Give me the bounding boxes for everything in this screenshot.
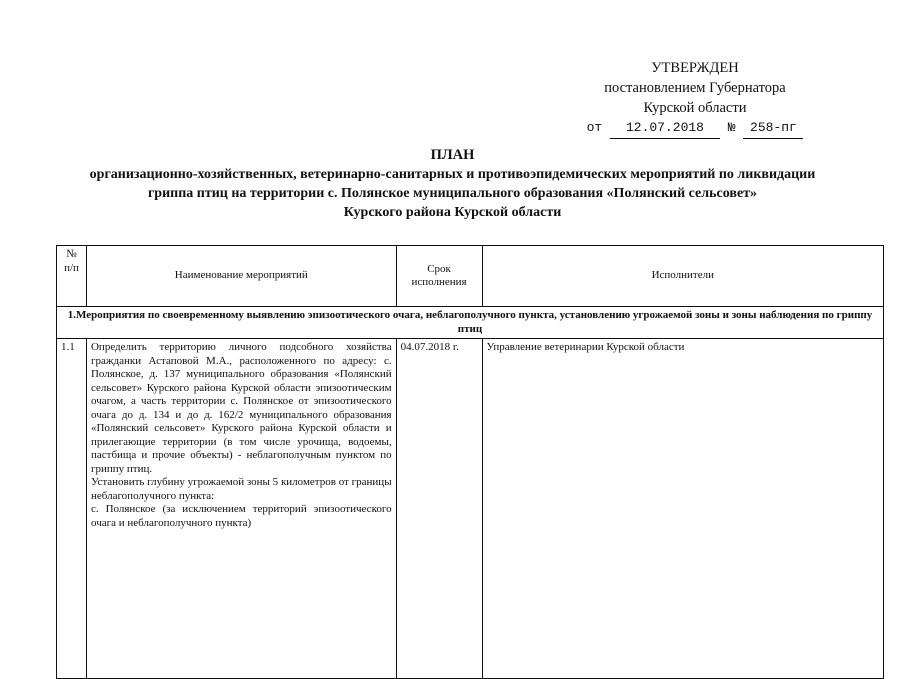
title-line-1: организационно-хозяйственных, ветеринарно-санитарных и противоэпидемических мероприятий по ликвидации: [89, 167, 816, 182]
approval-number: 258-пг: [743, 118, 803, 139]
approval-region: Курской области: [643, 100, 747, 116]
header-executors: Исполнители: [482, 246, 883, 307]
header-num: № п/п: [57, 246, 87, 307]
task-paragraph-2: Установить глубину угрожаемой зоны 5 километров от границы неблагополучного пункта:: [90, 476, 392, 502]
table-header-row: [57, 246, 884, 307]
section-row: [57, 307, 884, 339]
from-label: от: [586, 120, 603, 135]
approval-date-line: [565, 118, 825, 139]
row-executor: Управление ветеринарии Курской области: [482, 339, 883, 679]
row-task: [86, 339, 396, 679]
document-title: [50, 146, 855, 222]
approval-date: 12.07.2018: [610, 118, 720, 139]
section-title: 1.Мероприятия по своевременному выявлению эпизоотического очага, неблагополучного пункта, установлению угрожаемой зоны и зоны наблюдения по гриппу птиц: [57, 307, 884, 339]
title-line-3: Курского района Курской области: [343, 205, 562, 220]
header-name: Наименование мероприятий: [86, 246, 396, 307]
header-deadline: Срок исполнения: [396, 246, 482, 307]
task-paragraph-1: Определить территорию личного подсобного хозяйства гражданки Астаповой М.А., расположенного по адресу: с. Полянское, д. 137 муниципального образования «Полянский сельсовет» Курского района Курской области эпизоотическим очагом, а часть территории с. Полянское от эпизоотического очага до д. 134 и до д. 162/2 муниципального образования «Полянский сельсовет» Курского района Курской области и прилегающие территории (в том числе урочища, водоемы, пастбища и прочие объекты) - неблагополучным пунктом по гриппу птиц.: [90, 341, 392, 475]
table-row: [57, 339, 884, 679]
plan-heading: ПЛАН: [430, 147, 475, 163]
row-deadline: 04.07.2018 г.: [396, 339, 482, 679]
task-paragraph-3: с. Полянское (за исключением территорий эпизоотического очага и неблагополучного пункта): [90, 503, 392, 529]
approval-title: УТВЕРЖДЕН: [651, 60, 739, 76]
approval-by: постановлением Губернатора: [604, 80, 786, 96]
row-num: 1.1: [57, 339, 87, 679]
measures-table: [56, 245, 884, 679]
number-label: №: [727, 120, 736, 135]
task-text: [91, 341, 392, 676]
title-line-2: гриппа птиц на территории с. Полянское муниципального образования «Полянский сельсовет»: [147, 186, 758, 201]
approval-stamp: [565, 58, 825, 139]
